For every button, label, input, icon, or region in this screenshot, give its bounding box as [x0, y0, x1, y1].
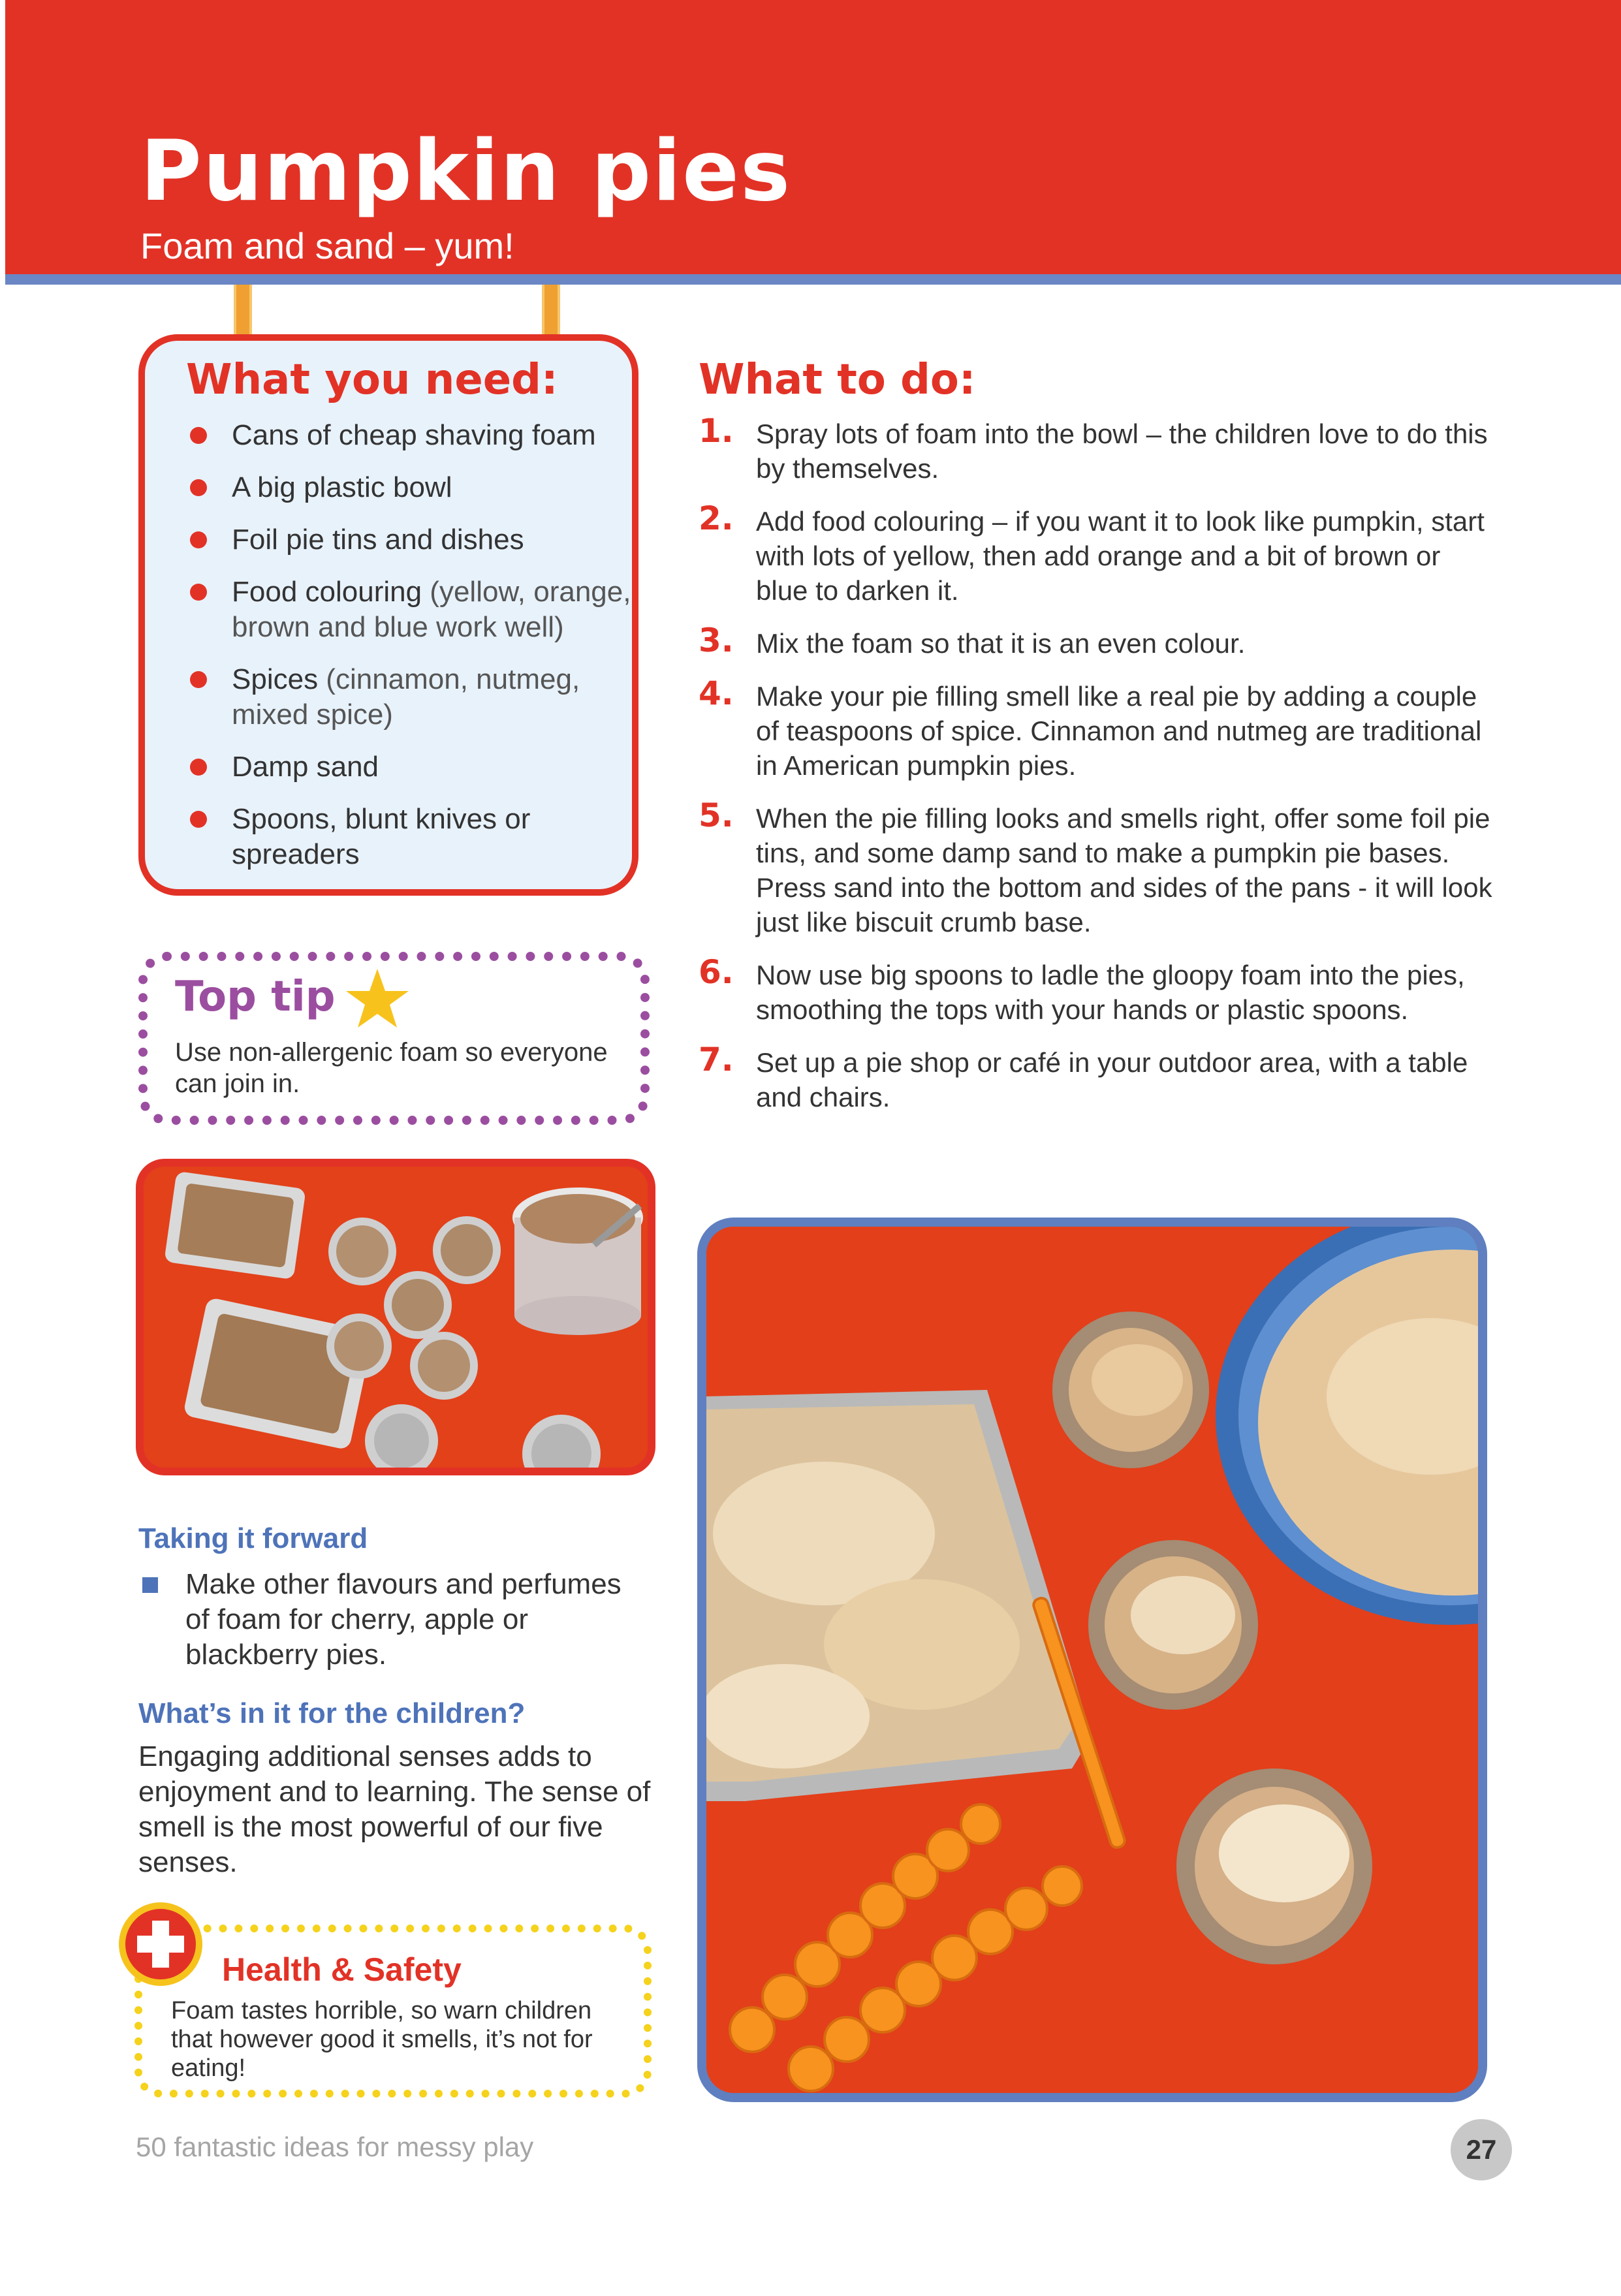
list-item: Food colouring (yellow, orange, brown and blue work well): [186, 574, 643, 645]
step-number: 7.: [699, 1041, 734, 1078]
list-item: Damp sand: [186, 749, 643, 785]
list-item: Spices (cinnamon, nutmeg, mixed spice): [186, 662, 643, 732]
list-item: Cans of cheap shaving foam: [186, 418, 643, 453]
step-number: 1.: [699, 412, 734, 450]
step-item: 4. Make your pie filling smell like a real pie by adding a couple of teaspoons of spice. Cinnamon and nutmeg are traditional in American pumpkin pies.: [699, 674, 1482, 781]
step-item: 6. Now use big spoons to ladle the gloopy foam into the pies, smoothing the tops with your hands or plastic spoons.: [699, 953, 1465, 1025]
health-safety-heading: Health & Safety: [222, 1951, 462, 1988]
step-number: 3.: [699, 621, 734, 659]
photo-illustration: [144, 1167, 648, 1468]
list-item: A big plastic bowl: [186, 470, 643, 505]
book-title-footer: 50 fantastic ideas for messy play: [136, 2131, 534, 2162]
what-to-do-steps: [699, 412, 1495, 1133]
list-item: Make other flavours and perfumes of foam for cherry, apple or blackberry pies.: [138, 1567, 648, 1673]
step-number: 4.: [699, 674, 734, 712]
page-title: Pumpkin pies: [140, 123, 792, 220]
children-benefits-text: Engaging additional senses adds to enjoyment and to learning. The sense of smell is the most powerful of our five senses.: [138, 1740, 651, 1878]
taking-it-forward-heading: Taking it forward: [138, 1522, 368, 1554]
step-number: 5.: [699, 796, 734, 834]
health-safety-text: Foam tastes horrible, so warn children that however good it smells, it’s not for eating!: [171, 1997, 593, 2082]
photo-illustration: [706, 1227, 1478, 2093]
children-benefits-heading: What’s in it for the children?: [138, 1697, 526, 1729]
bullet-dot-icon: [190, 759, 207, 776]
step-item: 2. Add food colouring – if you want it to look like pumpkin, start with lots of yellow, then add orange and a bit of brown or blue to darken it.: [699, 499, 1485, 606]
step-item: 7. Set up a pie shop or café in your outdoor area, with a table and chairs.: [699, 1041, 1468, 1112]
bullet-dot-icon: [190, 811, 207, 828]
step-item: 5. When the pie filling looks and smells right, offer some foil pie tins, and some damp sand to make a pumpkin pie bases. Press sand into the bottom and sides of the pans - it will look just like biscuit crumb base.: [699, 796, 1492, 937]
step-number: 2.: [699, 499, 734, 537]
top-tip-heading: Top tip: [175, 973, 336, 1021]
list-item: Spoons, blunt knives or spreaders: [186, 802, 643, 872]
taking-it-forward-list: [138, 1567, 648, 1673]
step-number: 6.: [699, 953, 734, 991]
photo-foam-pumpkin-pies: [697, 1218, 1487, 2102]
bullet-dot-icon: [190, 531, 207, 548]
hanging-rope-right: [542, 285, 560, 337]
what-you-need-list: [186, 418, 643, 889]
bullet-square-icon: [142, 1577, 158, 1593]
top-tip-text: Use non-allergenic foam so everyone can join in.: [175, 1038, 608, 1098]
page-number: 27: [1451, 2119, 1512, 2180]
step-item: 1. Spray lots of foam into the bowl – the children love to do this by themselves.: [699, 412, 1488, 484]
star-icon: [345, 966, 410, 1031]
photo-foil-tins-with-sand: [136, 1159, 655, 1475]
first-aid-cross-icon: [119, 1902, 202, 1986]
header-divider: [5, 274, 1621, 285]
bullet-dot-icon: [190, 584, 207, 601]
list-item: Foil pie tins and dishes: [186, 522, 643, 558]
bullet-dot-icon: [190, 479, 207, 496]
step-item: 3. Mix the foam so that it is an even colour.: [699, 621, 1246, 659]
what-to-do-heading: What to do:: [699, 356, 976, 404]
page-subtitle: Foam and sand – yum!: [140, 225, 514, 266]
what-you-need-heading: What you need:: [186, 356, 558, 404]
bullet-dot-icon: [190, 671, 207, 688]
bullet-dot-icon: [190, 427, 207, 444]
hanging-rope-left: [234, 285, 252, 337]
